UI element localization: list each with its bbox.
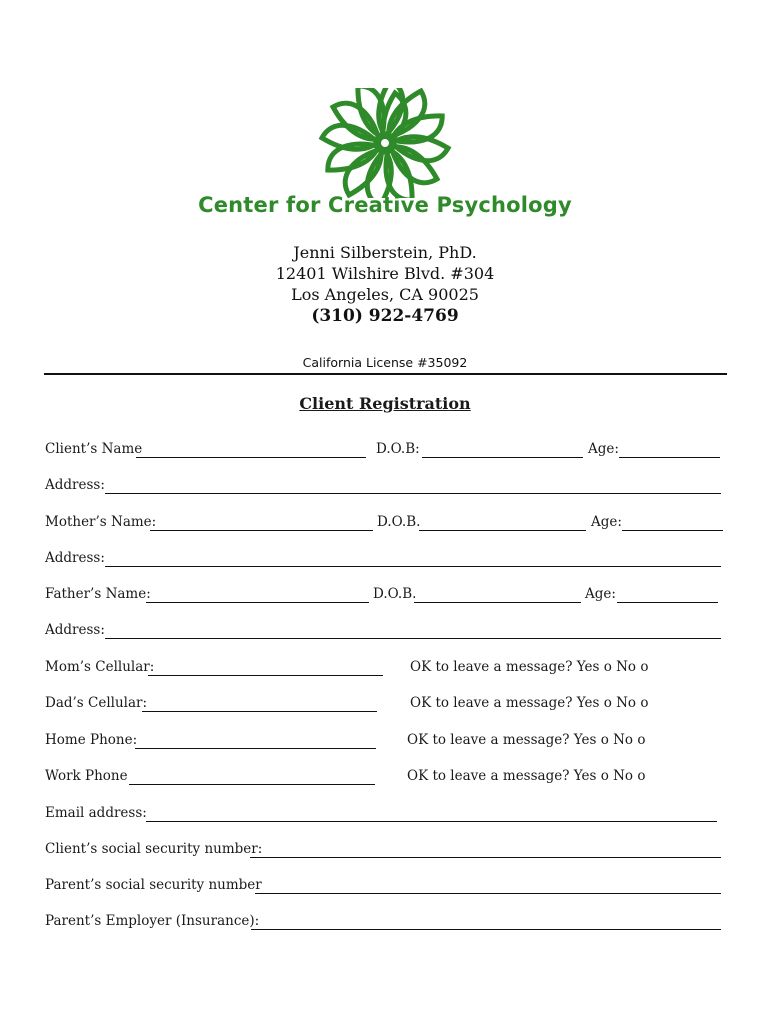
father-address-label: Address: bbox=[45, 622, 105, 638]
home-phone-row bbox=[45, 731, 722, 753]
client-address-field[interactable] bbox=[105, 493, 721, 494]
street-address: 12401 Wilshire Blvd. #304 bbox=[275, 264, 495, 283]
mom-cell-label: Mom’s Cellular: bbox=[45, 659, 155, 675]
work-phone-label: Work Phone bbox=[45, 768, 128, 784]
form-title: Client Registration bbox=[299, 394, 471, 413]
employer-field[interactable] bbox=[251, 929, 721, 930]
dad-cell-label: Dad’s Cellular: bbox=[45, 695, 148, 711]
mother-name-row bbox=[45, 513, 722, 535]
dad-cell-row bbox=[45, 694, 722, 716]
work-phone-field[interactable] bbox=[129, 784, 375, 785]
practitioner-name: Jenni Silberstein, PhD. bbox=[293, 243, 477, 262]
client-address-row bbox=[45, 476, 722, 498]
client-ssn-label: Client’s social security number: bbox=[45, 841, 263, 857]
license-number: California License #35092 bbox=[302, 355, 468, 370]
mother-name-field[interactable] bbox=[150, 530, 373, 531]
home-phone-message-option[interactable]: OK to leave a message? Yes o No o bbox=[407, 732, 646, 748]
father-dob-field[interactable] bbox=[414, 602, 581, 603]
client-age-label: Age: bbox=[588, 441, 619, 457]
mother-address-row bbox=[45, 549, 722, 571]
brand-name: Center for Creative Psychology bbox=[198, 193, 572, 217]
dad-cell-message-option[interactable]: OK to leave a message? Yes o No o bbox=[410, 695, 649, 711]
parent-ssn-row bbox=[45, 876, 722, 898]
mother-age-label: Age: bbox=[591, 514, 622, 530]
dad-cell-field[interactable] bbox=[142, 711, 377, 712]
mother-dob-label: D.O.B. bbox=[377, 514, 421, 530]
father-name-label: Father’s Name: bbox=[45, 586, 151, 602]
father-age-label: Age: bbox=[585, 586, 616, 602]
home-phone-label: Home Phone: bbox=[45, 732, 138, 748]
client-name-field[interactable] bbox=[136, 457, 366, 458]
father-age-field[interactable] bbox=[617, 602, 718, 603]
father-address-field[interactable] bbox=[105, 638, 721, 639]
email-field[interactable] bbox=[146, 821, 717, 822]
work-phone-row bbox=[45, 767, 722, 789]
work-phone-message-option[interactable]: OK to leave a message? Yes o No o bbox=[407, 768, 646, 784]
client-ssn-row bbox=[45, 840, 722, 862]
client-name-label: Client’s Name bbox=[45, 441, 143, 457]
home-phone-field[interactable] bbox=[135, 748, 376, 749]
client-dob-label: D.O.B: bbox=[376, 441, 420, 457]
mother-name-label: Mother’s Name: bbox=[45, 514, 157, 530]
mom-cell-row bbox=[45, 658, 722, 680]
email-label: Email address: bbox=[45, 805, 147, 821]
father-dob-label: D.O.B. bbox=[373, 586, 417, 602]
mother-age-field[interactable] bbox=[622, 530, 723, 531]
logo bbox=[0, 88, 770, 198]
header-divider bbox=[44, 373, 727, 375]
mom-cell-message-option[interactable]: OK to leave a message? Yes o No o bbox=[410, 659, 649, 675]
client-name-row bbox=[45, 440, 722, 462]
employer-row bbox=[45, 912, 722, 934]
client-dob-field[interactable] bbox=[422, 457, 583, 458]
mother-dob-field[interactable] bbox=[419, 530, 586, 531]
employer-label: Parent’s Employer (Insurance): bbox=[45, 913, 260, 929]
parent-ssn-field[interactable] bbox=[255, 893, 721, 894]
client-ssn-field[interactable] bbox=[250, 857, 721, 858]
office-phone: (310) 922-4769 bbox=[311, 306, 459, 326]
mother-address-field[interactable] bbox=[105, 566, 721, 567]
father-name-row bbox=[45, 585, 722, 607]
client-age-field[interactable] bbox=[619, 457, 720, 458]
email-row bbox=[45, 804, 722, 826]
flower-logo-icon bbox=[295, 88, 475, 198]
client-address-label: Address: bbox=[45, 477, 105, 493]
parent-ssn-label: Parent’s social security number bbox=[45, 877, 262, 893]
mother-address-label: Address: bbox=[45, 550, 105, 566]
city-address: Los Angeles, CA 90025 bbox=[291, 285, 479, 304]
father-name-field[interactable] bbox=[146, 602, 369, 603]
mom-cell-field[interactable] bbox=[148, 675, 383, 676]
father-address-row bbox=[45, 621, 722, 643]
